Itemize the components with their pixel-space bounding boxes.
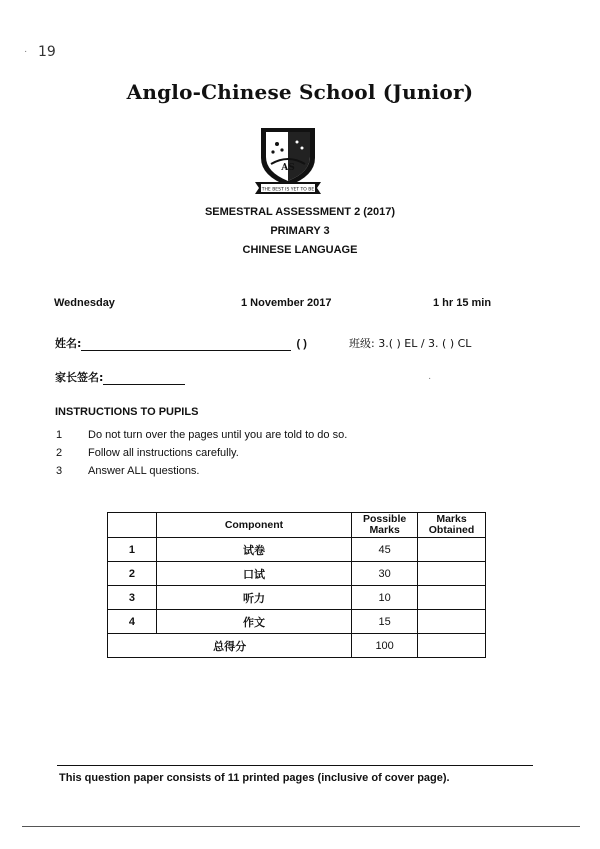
parent-signature-label: 家长签名:: [55, 371, 104, 384]
exam-day: Wednesday: [54, 297, 115, 309]
total-possible-marks: 100: [352, 634, 418, 658]
total-row: [108, 634, 486, 658]
possible-marks: 15: [352, 610, 418, 634]
column-header: Possible Marks: [352, 513, 418, 538]
component-name: 听力: [156, 586, 351, 610]
exam-date: 1 November 2017: [241, 297, 332, 309]
class-field: [349, 335, 471, 351]
name-label: 姓名:: [55, 337, 82, 350]
school-name: Anglo-Chinese School (Junior): [126, 80, 474, 104]
page-number-mark: 19: [38, 44, 56, 60]
component-name: 作文: [156, 610, 351, 634]
marks-obtained-cell[interactable]: [418, 562, 486, 586]
page-count-note: This question paper consists of 11 printed pages (inclusive of cover page).: [59, 772, 450, 784]
instruction-text: Follow all instructions carefully.: [88, 447, 239, 459]
stray-mark: ·: [428, 373, 432, 384]
level-title: PRIMARY 3: [270, 225, 330, 237]
possible-marks: 30: [352, 562, 418, 586]
crest-motto: THE BEST IS YET TO BE: [261, 187, 315, 193]
table-row: [108, 562, 486, 586]
parent-signature-field: [55, 369, 185, 385]
register-number-bracket: ( ): [296, 338, 307, 350]
svg-text:AS: AS: [281, 163, 295, 173]
table-row: [108, 610, 486, 634]
instruction-num: 3: [56, 465, 63, 477]
instruction-text: Answer ALL questions.: [88, 465, 200, 477]
stray-mark: ·: [24, 46, 28, 57]
marks-obtained-cell[interactable]: [418, 538, 486, 562]
marks-table: [107, 512, 486, 658]
component-name: 口试: [156, 562, 351, 586]
total-label: 总得分: [108, 634, 352, 658]
assessment-title: SEMESTRAL ASSESSMENT 2 (2017): [204, 206, 396, 218]
instruction-text: Do not turn over the pages until you are told to do so.: [88, 429, 348, 441]
instructions-title: INSTRUCTIONS TO PUPILS: [55, 406, 199, 418]
column-header: Component: [156, 513, 351, 538]
table-header-row: [108, 513, 486, 538]
row-number: 2: [108, 562, 157, 586]
school-crest-logo: [251, 124, 325, 196]
marks-obtained-cell[interactable]: [418, 586, 486, 610]
subject-title: CHINESE LANGUAGE: [242, 244, 358, 256]
row-number: 4: [108, 610, 157, 634]
column-header: [108, 513, 157, 538]
row-number: 1: [108, 538, 157, 562]
marks-obtained-cell[interactable]: [418, 610, 486, 634]
total-marks-obtained-cell[interactable]: [418, 634, 486, 658]
class-label: 班级: 3.( ) EL / 3. ( ) CL: [349, 337, 472, 350]
table-row: [108, 586, 486, 610]
parent-signature-blank: [103, 384, 185, 385]
exam-duration: 1 hr 15 min: [433, 297, 492, 309]
name-blank: [81, 350, 291, 351]
bottom-divider: [22, 826, 580, 827]
name-field: [55, 335, 307, 351]
instruction-num: 1: [56, 429, 63, 441]
column-header: Marks Obtained: [418, 513, 486, 538]
footer-divider: [57, 765, 533, 766]
possible-marks: 10: [352, 586, 418, 610]
instruction-num: 2: [56, 447, 63, 459]
component-name: 试卷: [156, 538, 351, 562]
row-number: 3: [108, 586, 157, 610]
possible-marks: 45: [352, 538, 418, 562]
table-row: [108, 538, 486, 562]
